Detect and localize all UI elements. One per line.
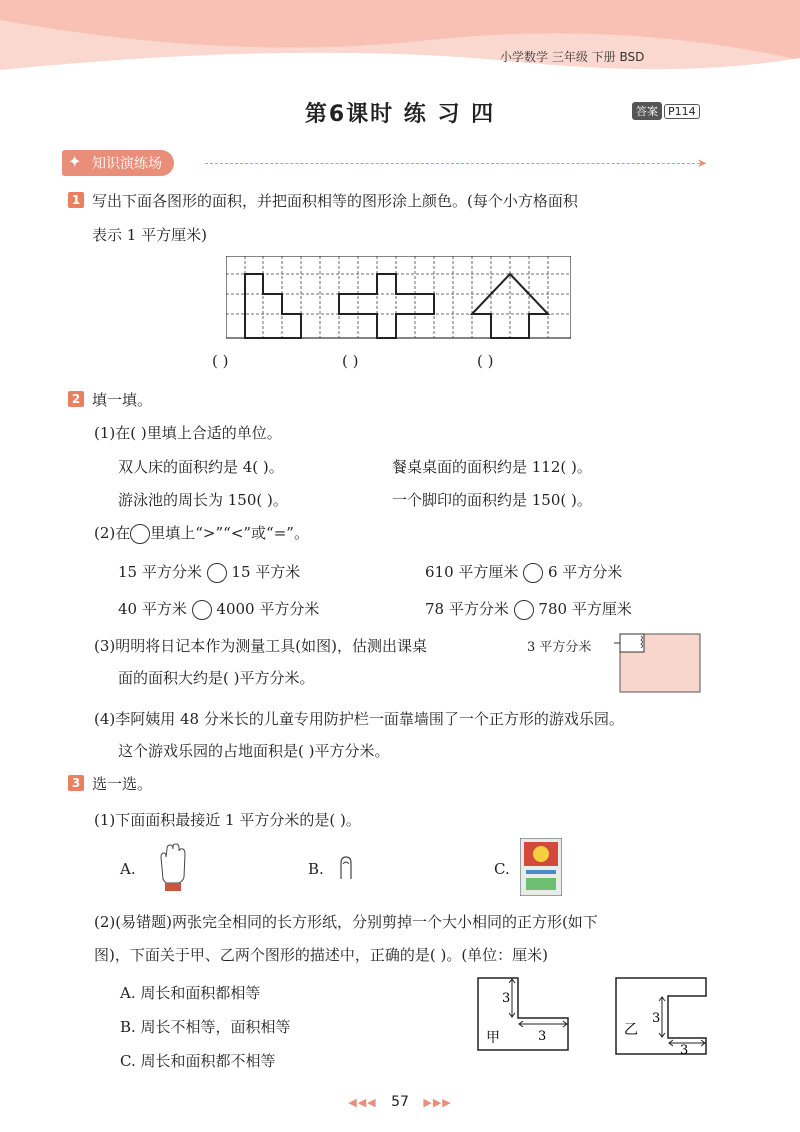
- hand-icon[interactable]: [155, 843, 189, 893]
- q2-1-item-pool[interactable]: 游泳池的周长为 150( )。: [118, 491, 288, 509]
- page-number: 57: [391, 1094, 409, 1110]
- section-banner: [62, 150, 174, 176]
- fig-yi-label: 乙: [624, 1022, 638, 1038]
- q3-2-line2[interactable]: 图)，下面关于甲、乙两个图形的描述中，正确的是( )。(单位：厘米): [94, 946, 549, 964]
- q2-1-item-footprint[interactable]: 一个脚印的面积约是 150( )。: [392, 491, 592, 509]
- question-number-3: 3: [68, 775, 84, 791]
- q1-prompt-line2: 表示 1 平方厘米): [92, 226, 207, 244]
- figure-yi: [612, 974, 712, 1058]
- answer-tag[interactable]: [632, 102, 700, 120]
- q3-1-option-a-label[interactable]: A.: [120, 860, 136, 878]
- q2-2-compare-2: [425, 561, 622, 583]
- figure-jia: [474, 974, 574, 1054]
- arrow-icon: ➤: [697, 156, 708, 170]
- q2-1-item-bed[interactable]: 双人床的面积约是 4( )。: [118, 458, 284, 476]
- q2-1-item-table[interactable]: 餐桌桌面的面积约是 112( )。: [392, 458, 592, 476]
- q3-2-option-a[interactable]: A. 周长和面积都相等: [120, 984, 261, 1002]
- q2-2-compare-1: [118, 561, 300, 583]
- notebook-label: 3 平方分米: [527, 640, 592, 655]
- fig-yi-dim-h: 3: [680, 1043, 689, 1058]
- compare-left: 15 平方分米: [118, 563, 202, 581]
- q2-4-line2[interactable]: 这个游戏乐园的占地面积是( )平方分米。: [118, 742, 390, 760]
- answer-label: 答案: [632, 102, 662, 120]
- q1-blank-1[interactable]: ( ): [212, 352, 229, 370]
- shape-2: [339, 274, 434, 338]
- q2-title: 填一填。: [92, 391, 153, 409]
- compare-right: 6 平方分米: [547, 563, 623, 581]
- answer-page: P114: [664, 104, 700, 119]
- header-band: [0, 0, 800, 80]
- next-page-icon[interactable]: ▶▶▶: [423, 1096, 452, 1109]
- q1-blank-2[interactable]: ( ): [342, 352, 359, 370]
- q3-1-title[interactable]: (1)下面面积最接近 1 平方分米的是( )。: [94, 811, 361, 829]
- compare-circle-4[interactable]: [514, 600, 534, 620]
- q1-blank-3[interactable]: ( ): [477, 352, 494, 370]
- compare-circle-1[interactable]: [207, 563, 227, 583]
- q2-2-title: [94, 522, 309, 544]
- question-number-1: 1: [68, 192, 84, 208]
- section-pill: [62, 150, 174, 176]
- compare-right: 15 平方米: [231, 563, 301, 581]
- q3-2-option-c[interactable]: C. 周长和面积都不相等: [120, 1052, 276, 1070]
- book-info: 小学数学 三年级 下册 BSD: [500, 50, 645, 64]
- q2-1-title: (1)在( )里填上合适的单位。: [94, 424, 282, 442]
- q1-prompt-line1: 写出下面各图形的面积，并把面积相等的图形涂上颜色。(每个小方格面积: [92, 192, 578, 210]
- fig-jia-dim-h: 3: [538, 1029, 547, 1044]
- q2-4-line1: (4)李阿姨用 48 分米长的儿童专用防护栏一面靠墙围了一个正方形的游戏乐园。: [94, 710, 624, 728]
- compare-right: 4000 平方分米: [216, 600, 320, 618]
- q3-2-option-b[interactable]: B. 周长不相等，面积相等: [120, 1018, 291, 1036]
- section-label: 知识演练场: [92, 156, 162, 172]
- circle-icon: [130, 524, 150, 544]
- prev-page-icon[interactable]: ◀◀◀: [348, 1096, 377, 1109]
- page-nav: [0, 1094, 800, 1110]
- shape-1: [245, 274, 301, 338]
- q3-2-line1: (2)(易错题)两张完全相同的长方形纸，分别剪掉一个大小相同的正方形(如下: [94, 913, 598, 931]
- compare-circle-3[interactable]: [192, 600, 212, 620]
- q3-1-option-c-label[interactable]: C.: [494, 860, 510, 878]
- fingernail-icon[interactable]: [338, 855, 354, 881]
- compare-left: 40 平方米: [118, 600, 187, 618]
- compare-right: 780 平方厘米: [538, 600, 632, 618]
- q2-2-compare-4: [425, 598, 632, 620]
- desk-figure: [614, 632, 704, 694]
- fig-jia-dim-v: 3: [502, 991, 511, 1006]
- q2-2-compare-3: [118, 598, 319, 620]
- header-wave: [0, 0, 800, 80]
- q2-2-title-a: (2)在: [94, 524, 131, 542]
- question-number-2: 2: [68, 391, 84, 407]
- compare-circle-2[interactable]: [523, 563, 543, 583]
- page-title: 第6课时 练 习 四: [304, 102, 496, 127]
- q3-title: 选一选。: [92, 775, 153, 793]
- compare-left: 78 平方分米: [425, 600, 509, 618]
- fig-jia-label: 甲: [486, 1030, 500, 1046]
- q2-3-line2[interactable]: 面的面积大约是( )平方分米。: [118, 669, 315, 687]
- q2-3-line1: (3)明明将日记本作为测量工具(如图)，估测出课桌: [94, 637, 427, 655]
- q2-2-title-b: 里填上“>”“<”或“=”。: [150, 524, 309, 542]
- compare-left: 610 平方厘米: [425, 563, 519, 581]
- q3-1-option-b-label[interactable]: B.: [308, 860, 324, 878]
- fig-yi-dim-v: 3: [652, 1011, 661, 1026]
- star-icon: ✦: [68, 152, 82, 171]
- section-divider: [205, 163, 700, 164]
- workbook-icon[interactable]: [520, 838, 562, 896]
- q1-grid-figure: [226, 256, 571, 341]
